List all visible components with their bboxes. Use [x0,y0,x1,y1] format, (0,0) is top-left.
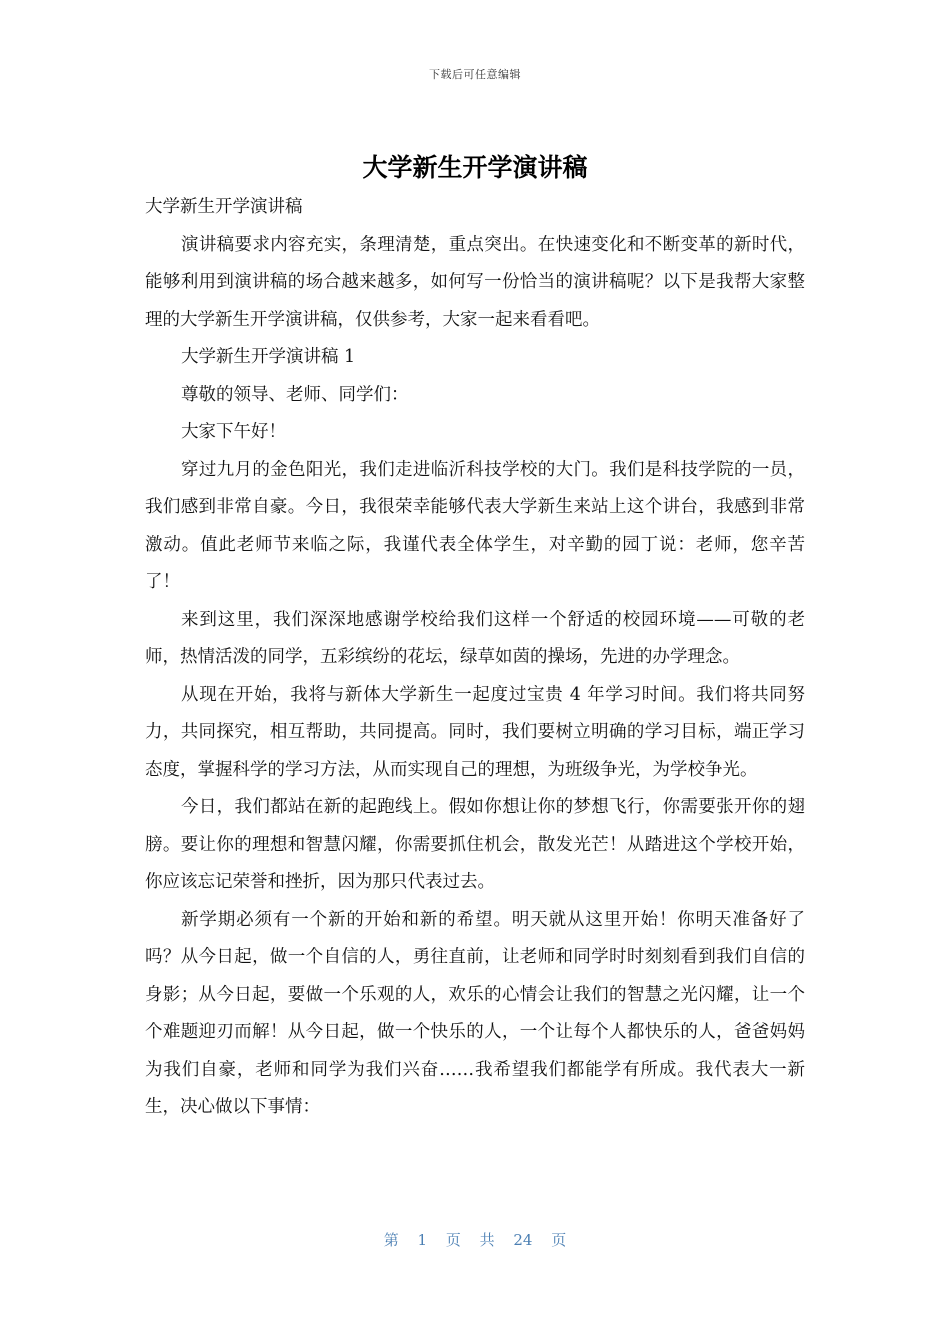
paragraph-body: 来到这里，我们深深地感谢学校给我们这样一个舒适的校园环境——可敬的老师，热情活泼的同学，五彩缤纷的花坛，绿草如茵的操场，先进的办学理念。 [145,609,805,667]
paragraph-body: 新学期必须有一个新的开始和新的希望。明天就从这里开始！你明天准备好了吗？从今日起，做一个自信的人，勇往直前，让老师和同学时时刻刻看到我们自信的身影；从今日起，要做一个乐观的人，欢乐的心情会让我们的智慧之光闪耀，让一个个难题迎刃而解！从今日起，做一个快乐的人，一个让每个人都快乐的人，爸爸妈妈为我们自豪，老师和同学为我们兴奋……我希望我们都能学有所成。我代表大一新生，决心做以下事情： [145,909,805,1117]
paragraph-intro: 演讲稿要求内容充实，条理清楚，重点突出。在快速变化和不断变革的新时代，能够利用到演讲稿的场合越来越多，如何写一份恰当的演讲稿呢？以下是我帮大家整理的大学新生开学演讲稿，仅供参考，大家一起来看看吧。 [145,234,805,330]
header-note: 下载后可任意编辑 [429,68,521,81]
paragraph-greeting: 大家下午好！ [181,422,286,442]
document-title: 大学新生开学演讲稿 [362,153,588,182]
paragraph-body: 今日，我们都站在新的起跑线上。假如你想让你的梦想飞行，你需要张开你的翅膀。要让你的理想和智慧闪耀，你需要抓住机会，散发光芒！从踏进这个学校开始，你应该忘记荣誉和挫折，因为那只代表过去。 [145,797,805,892]
paragraph-body: 从现在开始，我将与新体大学新生一起度过宝贵 4 年学习时间。我们将共同努力，共同探究，相互帮助，共同提高。同时，我们要树立明确的学习目标，端正学习态度，掌握科学的学习方法，从而实现自己的理想，为班级争光，为学校争光。 [145,684,805,780]
paragraph-subtitle: 大学新生开学演讲稿 [145,197,303,217]
paragraph-section-heading: 大学新生开学演讲稿 1 [181,347,356,367]
page-number-footer: 第 1 页 共 24 页 [383,1231,567,1249]
paragraph-salutation: 尊敬的领导、老师、同学们： [181,384,409,405]
document-body [145,189,805,1127]
paragraph-body: 穿过九月的金色阳光，我们走进临沂科技学校的大门。我们是科技学院的一员，我们感到非常自豪。今日，我很荣幸能够代表大学新生来站上这个讲台，我感到非常激动。值此老师节来临之际，我谨代表全体学生，对辛勤的园丁说：老师，您辛苦了！ [145,459,805,592]
